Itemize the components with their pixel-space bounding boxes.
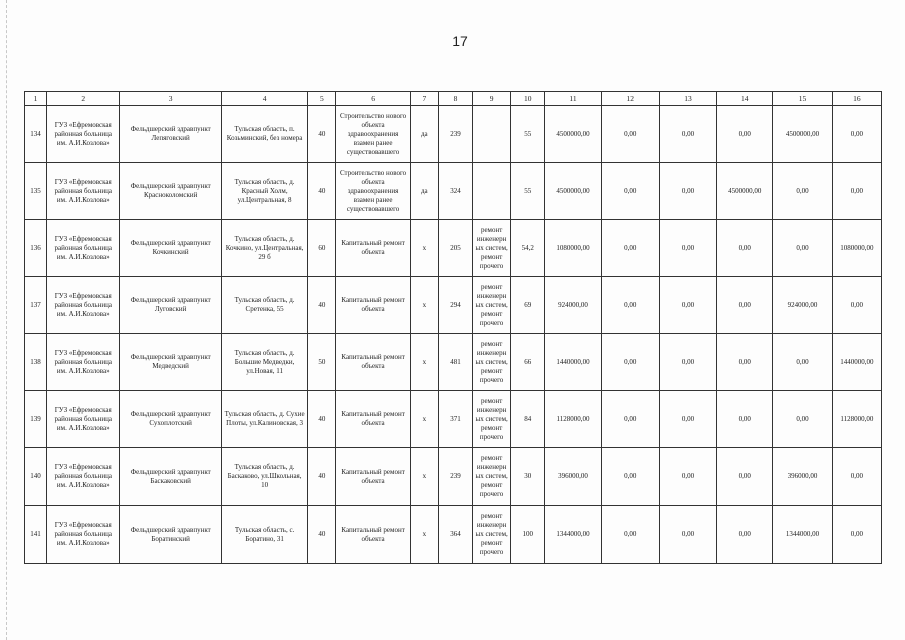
table-cell-c11: 1344000,00 — [545, 506, 601, 564]
table-row — [25, 220, 882, 277]
table-cell-c14: 0,00 — [717, 334, 773, 391]
table-cell-c13: 0,00 — [659, 448, 716, 506]
table-cell-c6: Строительство нового объекта здравоохранения взамен ранее существовавшего — [336, 106, 410, 163]
table-cell-c6: Капитальный ремонт объекта — [336, 220, 410, 277]
column-number-cell: 4 — [221, 92, 307, 106]
table-cell-c2: ГУЗ «Ефремовская районная больница им. А.И.Козлова» — [47, 106, 120, 163]
table-row — [25, 106, 882, 163]
table-cell-c13: 0,00 — [659, 220, 716, 277]
table-cell-c16: 0,00 — [832, 448, 881, 506]
table-cell-c4: Тульская область, д. Кочкино, ул.Центральная, 29 б — [221, 220, 307, 277]
column-number-cell: 7 — [410, 92, 438, 106]
table-cell-c12: 0,00 — [601, 277, 659, 334]
table-cell-c16: 1440000,00 — [832, 334, 881, 391]
table-cell-c4: Тульская область, п. Козьминский, без номера — [221, 106, 307, 163]
table-cell-c2: ГУЗ «Ефремовская районная больница им. А.И.Козлова» — [47, 448, 120, 506]
table-cell-c15: 4500000,00 — [773, 106, 832, 163]
table-cell-c9: ремонт инженерных систем, ремонт прочего — [473, 448, 511, 506]
table-cell-c3: Фельдшерский здравпункт Сухоплотский — [120, 391, 221, 448]
table-cell-c14: 0,00 — [717, 220, 773, 277]
table-cell-c4: Тульская область, д. Сретенка, 55 — [221, 277, 307, 334]
table-cell-c9: ремонт инженерных систем, ремонт прочего — [473, 506, 511, 564]
table-cell-c2: ГУЗ «Ефремовская районная больница им. А.И.Козлова» — [47, 506, 120, 564]
column-number-cell: 9 — [473, 92, 511, 106]
table-cell-c15: 0,00 — [773, 220, 832, 277]
table-cell-c12: 0,00 — [601, 220, 659, 277]
table-cell-c11: 4500000,00 — [545, 106, 601, 163]
table-cell-c6: Капитальный ремонт объекта — [336, 391, 410, 448]
table-cell-c6: Строительство нового объекта здравоохранения взамен ранее существовавшего — [336, 163, 410, 220]
table-cell-c16: 0,00 — [832, 106, 881, 163]
table-cell-c13: 0,00 — [659, 391, 716, 448]
table-cell-c15: 0,00 — [773, 391, 832, 448]
table-cell-c2: ГУЗ «Ефремовская районная больница им. А.И.Козлова» — [47, 277, 120, 334]
column-number-cell: 13 — [659, 92, 716, 106]
table-cell-c11: 1128000,00 — [545, 391, 601, 448]
table-cell-c1: 135 — [25, 163, 47, 220]
table-cell-c8: 324 — [438, 163, 472, 220]
table-cell-c8: 205 — [438, 220, 472, 277]
table-cell-c9: ремонт инженерных систем, ремонт прочего — [473, 220, 511, 277]
table-row — [25, 448, 882, 506]
table-cell-c2: ГУЗ «Ефремовская районная больница им. А.И.Козлова» — [47, 220, 120, 277]
table-cell-c4: Тульская область, с. Боратино, 31 — [221, 506, 307, 564]
table-cell-c14: 0,00 — [717, 106, 773, 163]
table-cell-c13: 0,00 — [659, 163, 716, 220]
table-cell-c7: х — [410, 391, 438, 448]
table-cell-c3: Фельдшерский здравпункт Луговский — [120, 277, 221, 334]
table-cell-c14: 0,00 — [717, 391, 773, 448]
table-cell-c11: 1080000,00 — [545, 220, 601, 277]
table-cell-c3: Фельдшерский здравпункт Медведский — [120, 334, 221, 391]
table-cell-c10: 55 — [511, 106, 545, 163]
table-cell-c10: 84 — [511, 391, 545, 448]
column-number-cell: 14 — [717, 92, 773, 106]
table-cell-c7: х — [410, 277, 438, 334]
table-cell-c10: 66 — [511, 334, 545, 391]
table-cell-c12: 0,00 — [601, 448, 659, 506]
table-cell-c1: 140 — [25, 448, 47, 506]
table-cell-c10: 69 — [511, 277, 545, 334]
table-cell-c12: 0,00 — [601, 106, 659, 163]
data-table — [24, 91, 882, 564]
table-cell-c8: 371 — [438, 391, 472, 448]
table-cell-c10: 55 — [511, 163, 545, 220]
table-cell-c8: 294 — [438, 277, 472, 334]
table-cell-c5: 40 — [308, 391, 336, 448]
table-cell-c7: х — [410, 334, 438, 391]
table-cell-c16: 0,00 — [832, 277, 881, 334]
table-cell-c4: Тульская область, д. Баскаково, ул.Школьная, 10 — [221, 448, 307, 506]
column-number-cell: 1 — [25, 92, 47, 106]
table-cell-c6: Капитальный ремонт объекта — [336, 448, 410, 506]
table-cell-c13: 0,00 — [659, 334, 716, 391]
table-cell-c8: 239 — [438, 106, 472, 163]
table-cell-c10: 54,2 — [511, 220, 545, 277]
table-cell-c8: 364 — [438, 506, 472, 564]
table-cell-c5: 40 — [308, 106, 336, 163]
table-body — [25, 92, 882, 564]
table-cell-c9: ремонт инженерных систем, ремонт прочего — [473, 277, 511, 334]
table-cell-c12: 0,00 — [601, 391, 659, 448]
column-number-row — [25, 92, 882, 106]
table-cell-c2: ГУЗ «Ефремовская районная больница им. А.И.Козлова» — [47, 391, 120, 448]
table-cell-c12: 0,00 — [601, 506, 659, 564]
table-cell-c14: 0,00 — [717, 277, 773, 334]
table-cell-c5: 40 — [308, 277, 336, 334]
table-cell-c3: Фельдшерский здравпункт Боратинский — [120, 506, 221, 564]
table-cell-c5: 40 — [308, 506, 336, 564]
table-cell-c8: 239 — [438, 448, 472, 506]
table-cell-c16: 1128000,00 — [832, 391, 881, 448]
table-cell-c7: х — [410, 220, 438, 277]
table-cell-c7: х — [410, 448, 438, 506]
table-cell-c10: 30 — [511, 448, 545, 506]
table-cell-c14: 4500000,00 — [717, 163, 773, 220]
table-cell-c1: 138 — [25, 334, 47, 391]
table-cell-c6: Капитальный ремонт объекта — [336, 334, 410, 391]
column-number-cell: 3 — [120, 92, 221, 106]
table-cell-c3: Фельдшерский здравпункт Баскаковский — [120, 448, 221, 506]
table-cell-c15: 0,00 — [773, 163, 832, 220]
table-cell-c11: 1440000,00 — [545, 334, 601, 391]
column-number-cell: 15 — [773, 92, 832, 106]
table-cell-c16: 0,00 — [832, 506, 881, 564]
table-cell-c14: 0,00 — [717, 506, 773, 564]
table-cell-c15: 924000,00 — [773, 277, 832, 334]
table-cell-c6: Капитальный ремонт объекта — [336, 277, 410, 334]
table-row — [25, 391, 882, 448]
table-cell-c9 — [473, 163, 511, 220]
table-cell-c15: 1344000,00 — [773, 506, 832, 564]
table-cell-c3: Фельдшерский здравпункт Лепяговский — [120, 106, 221, 163]
column-number-cell: 16 — [832, 92, 881, 106]
table-cell-c9: ремонт инженерных систем, ремонт прочего — [473, 334, 511, 391]
table-cell-c1: 139 — [25, 391, 47, 448]
column-number-cell: 5 — [308, 92, 336, 106]
table-cell-c5: 40 — [308, 163, 336, 220]
table-cell-c4: Тульская область, д. Сухие Плоты, ул.Калиновская, 3 — [221, 391, 307, 448]
table-cell-c2: ГУЗ «Ефремовская районная больница им. А.И.Козлова» — [47, 334, 120, 391]
table-cell-c15: 396000,00 — [773, 448, 832, 506]
table-cell-c1: 134 — [25, 106, 47, 163]
table-cell-c7: да — [410, 163, 438, 220]
table-cell-c11: 396000,00 — [545, 448, 601, 506]
table-cell-c4: Тульская область, д. Большие Медведки, ул.Новая, 11 — [221, 334, 307, 391]
table-cell-c14: 0,00 — [717, 448, 773, 506]
table-cell-c9 — [473, 106, 511, 163]
table-cell-c11: 924000,00 — [545, 277, 601, 334]
column-number-cell: 2 — [47, 92, 120, 106]
table-row — [25, 163, 882, 220]
column-number-cell: 6 — [336, 92, 410, 106]
table-cell-c9: ремонт инженерных систем, ремонт прочего — [473, 391, 511, 448]
scan-edge-line — [6, 0, 7, 640]
table-cell-c12: 0,00 — [601, 163, 659, 220]
table-cell-c2: ГУЗ «Ефремовская районная больница им. А.И.Козлова» — [47, 163, 120, 220]
table-cell-c6: Капитальный ремонт объекта — [336, 506, 410, 564]
table-cell-c7: да — [410, 106, 438, 163]
table-cell-c1: 141 — [25, 506, 47, 564]
table-row — [25, 506, 882, 564]
table-cell-c7: х — [410, 506, 438, 564]
table-cell-c11: 4500000,00 — [545, 163, 601, 220]
table-cell-c13: 0,00 — [659, 506, 716, 564]
table-cell-c1: 136 — [25, 220, 47, 277]
table-row — [25, 334, 882, 391]
table-cell-c1: 137 — [25, 277, 47, 334]
table-cell-c3: Фельдшерский здравпункт Кочкинский — [120, 220, 221, 277]
table-cell-c5: 50 — [308, 334, 336, 391]
table-cell-c12: 0,00 — [601, 334, 659, 391]
table-cell-c5: 40 — [308, 448, 336, 506]
table-cell-c13: 0,00 — [659, 106, 716, 163]
page-number: 17 — [452, 33, 468, 49]
table-cell-c8: 481 — [438, 334, 472, 391]
table-cell-c4: Тульская область, д. Красный Холм, ул.Центральная, 8 — [221, 163, 307, 220]
table-cell-c3: Фельдшерский здравпункт Красноколомский — [120, 163, 221, 220]
column-number-cell: 8 — [438, 92, 472, 106]
column-number-cell: 11 — [545, 92, 601, 106]
table-cell-c16: 1080000,00 — [832, 220, 881, 277]
table-cell-c5: 60 — [308, 220, 336, 277]
table-cell-c10: 100 — [511, 506, 545, 564]
table-row — [25, 277, 882, 334]
table-cell-c13: 0,00 — [659, 277, 716, 334]
column-number-cell: 10 — [511, 92, 545, 106]
table-cell-c15: 0,00 — [773, 334, 832, 391]
table-cell-c16: 0,00 — [832, 163, 881, 220]
column-number-cell: 12 — [601, 92, 659, 106]
